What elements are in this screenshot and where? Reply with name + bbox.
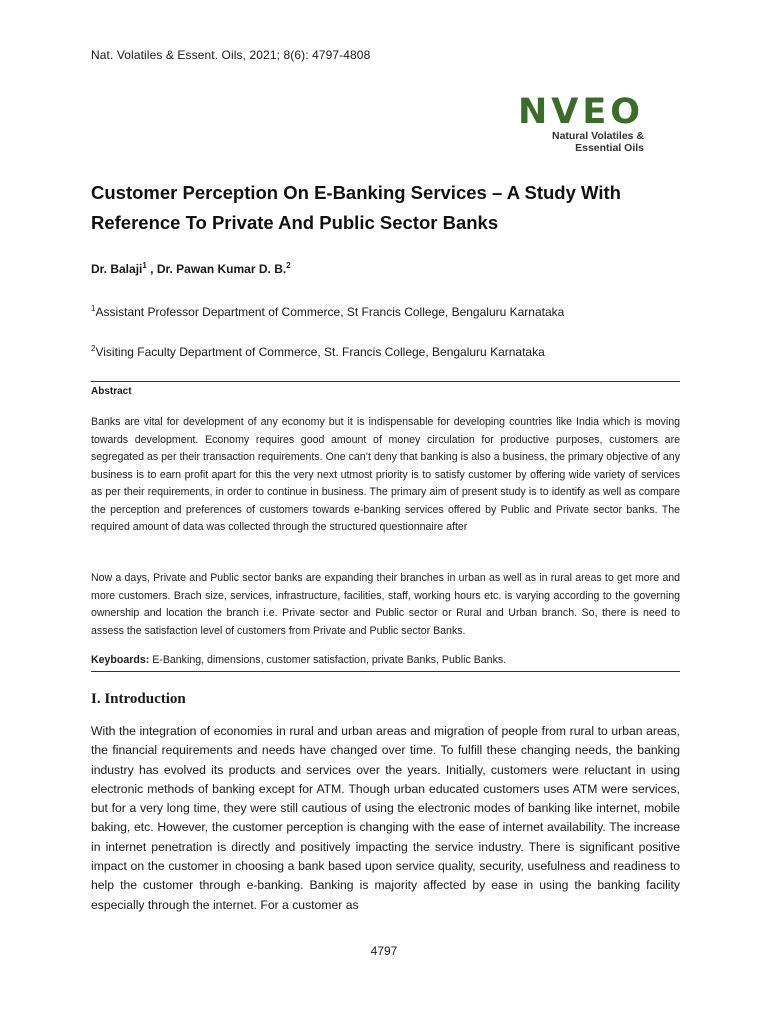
abstract-bottom-rule	[91, 671, 680, 672]
affiliation-text-2: Visiting Faculty Department of Commerce, St. Francis College, Bengaluru Karnataka	[95, 345, 545, 359]
affiliation-2	[91, 345, 545, 359]
author-name-1: Dr. Balaji	[91, 262, 143, 276]
abstract-paragraph-2: Now a days, Private and Public sector banks are expanding their branches in urban as well as in rural areas to get more and more customers. Brach size, services, infrastructure, facilities, staff, working hours etc. is varying according to the governing ownership and location the branch i.e. Private sector and Public sector or Rural and Urban branch. So, there is need to assess the satisfaction level of customers from Private and Public sector Banks.	[91, 572, 680, 637]
journal-logo	[518, 94, 648, 154]
paper-title: Customer Perception On E-Banking Services – A Study With Reference To Private And Public Sector Banks	[91, 182, 621, 233]
logo-subtitle-line-2: Essential Oils	[575, 142, 644, 154]
author-sup-2: 2	[286, 261, 291, 270]
journal-reference: Nat. Volatiles & Essent. Oils, 2021; 8(6): 4797-4808	[91, 48, 371, 62]
keywords-label: Keyboards:	[91, 654, 150, 666]
abstract-heading: Abstract	[91, 386, 132, 397]
author-sup-1: 1	[142, 261, 147, 270]
logo-subtitle-line-1: Natural Volatiles &	[552, 130, 644, 142]
abstract-paragraph-1: Banks are vital for development of any economy but it is indispensable for developing countries like India which is moving towards development. Economy requires good amount of money circulation for productive purposes, customers are segregated as per their transaction requirements. One can’t deny that banking is also a business, the primary objective of any business is to earn profit apart for this the very next utmost priority is to satisfy customer by offering wide variety of services as per their requirements, in order to continue in business. The primary aim of present study is to identify as well as compare the perception and preferences of customers towards e-banking services offered by Public and Private sector banks. The required amount of data was collected through the structured questionnaire after	[91, 416, 680, 533]
affiliation-sup-1: 1	[91, 304, 96, 313]
affiliation-text-1: Assistant Professor Department of Commerce, St Francis College, Bengaluru Karnataka	[95, 305, 565, 319]
author-separator: ,	[146, 262, 157, 276]
author-name-2: Dr. Pawan Kumar D. B.	[156, 262, 287, 276]
affiliation-sup-2: 2	[91, 344, 96, 353]
logo-mark: NVEO	[518, 92, 645, 132]
page-number: 4797	[370, 944, 398, 958]
keywords-line	[91, 654, 680, 666]
abstract-top-rule	[91, 381, 680, 382]
keywords-text: E-Banking, dimensions, customer satisfaction, private Banks, Public Banks.	[149, 654, 507, 666]
affiliation-1	[91, 305, 564, 319]
section-heading-introduction: I. Introduction	[91, 691, 186, 707]
introduction-body: With the integration of economies in rural and urban areas and migration of people from rural to urban areas, the financial requirements and needs have changed over time. To fulfill these changing needs, the banking industry has evolved its products and services over the years. Initially, customers were reluctant in using electronic methods of banking except for ATM. Though urban educated customers uses ATM were services, but for a very long time, they were still cautious of using the electronic modes of banking like internet, mobile baking, etc. However, the customer perception is changing with the ease of internet availability. The increase in internet penetration is directly and positively impacting the service industry. There is significant positive impact on the customer in choosing a bank based upon service quality, security, usefulness and readiness to help the customer through e-banking. Banking is majority affected by ease in using the banking facility especially through the internet. For a customer as	[91, 724, 680, 912]
author-list	[91, 262, 291, 276]
